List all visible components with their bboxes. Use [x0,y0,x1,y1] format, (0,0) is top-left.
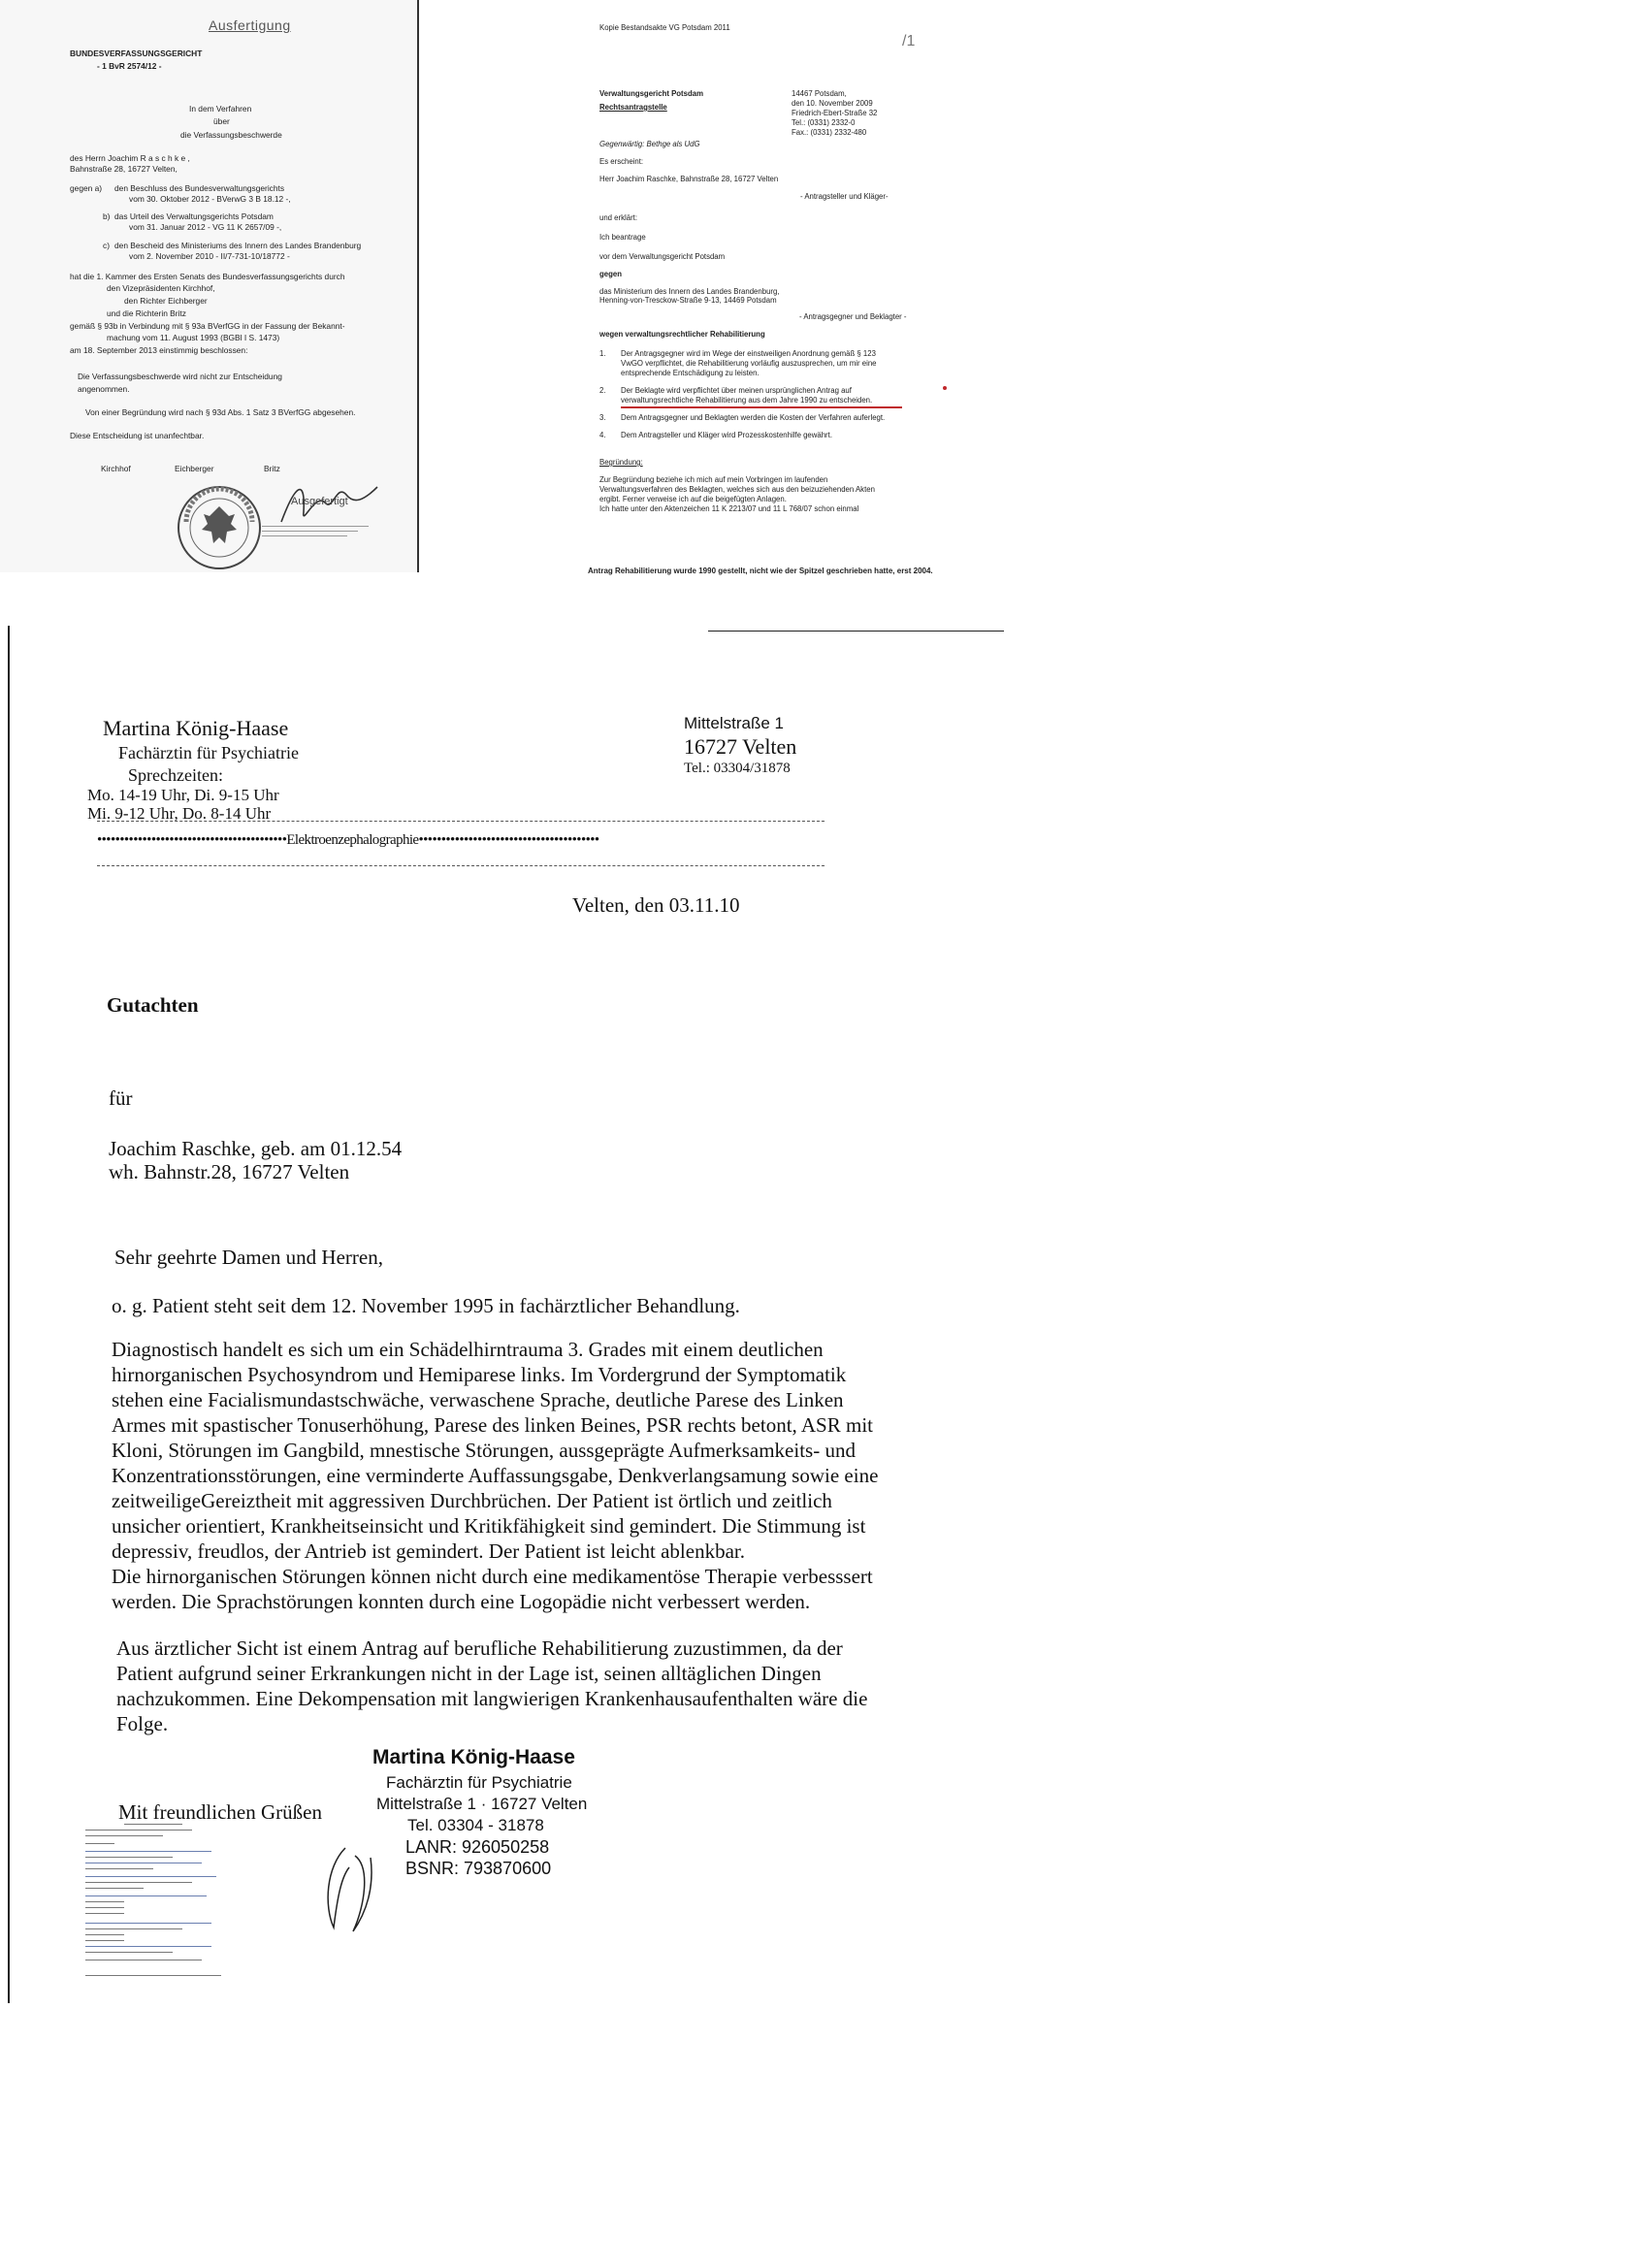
letter-title: Gutachten [107,993,199,1017]
stamp-phone: Tel. 03304 - 31878 [407,1816,544,1834]
appears-line: Es erscheint: [599,157,644,166]
p2-line: Armes mit spastischer Tonuserhöhung, Parese des linken Beines, PSR rechts betont, ASR mit [112,1413,873,1437]
patient-line: Joachim Raschke, geb. am 01.12.54 [109,1137,403,1160]
p4-line: Aus ärztlicher Sicht ist einem Antrag auf berufliche Rehabilitierung zuzustimmen, da der [116,1636,843,1660]
stamp-title: Fachärztin für Psychiatrie [386,1773,572,1792]
eeg-banner: ••••••••••••••••••••••••••••••••••••••••••Elektroenzephalographie•••••••••••••••••••••••••••••••••••••••• [97,832,599,848]
address-line: 14467 Potsdam, [792,89,847,98]
reason-line: Verwaltungsverfahren des Beklagten, welches sich aus den beizuziehenden Akten [599,485,875,494]
address-line: Friedrich-Ebert-Straße 32 [792,109,878,117]
applicant-role: - Antragsteller und Kläger- [800,192,889,201]
respondent-line: Henning-von-Tresckow-Straße 9-13, 14469 Potsdam [599,296,777,305]
sender-phone: Tel.: 03304/31878 [684,761,791,776]
court-decision-scan [0,0,419,572]
against-line: das Urteil des Verwaltungsgerichts Potsdam [114,211,274,221]
banner-rule-bottom [97,865,824,866]
item-line: Der Beklagte wird verpflichtet über meinen ursprünglichen Antrag auf [621,386,852,395]
fuer-line: für [109,1086,133,1110]
hours-line: Mi. 9-12 Uhr, Do. 8-14 Uhr [87,804,272,823]
p2-line: Konzentrationsstörungen, eine verminderte Auffassungsgabe, Denkverlangsamung sowie eine [112,1464,879,1487]
court-section: Rechtsantragstelle [599,103,667,112]
chamber-line: hat die 1. Kammer des Ersten Senats des Bundesverfassungsgerichts durch [70,272,345,281]
paragraph-1: o. g. Patient steht seit dem 12. November 1995 in fachärztlicher Behandlung. [112,1294,740,1317]
stamp-lanr: LANR: 926050258 [405,1837,550,1857]
p2-line: zeitweiligeGereiztheit mit aggressiven Durchbrüchen. Der Patient ist örtlich und zeitlich [112,1489,832,1512]
judge-name: Eichberger [175,464,214,473]
p3-line: Die hirnorganischen Störungen können nicht durch eine medikamentöse Therapie verbesssert [112,1565,873,1588]
against-line: vom 30. Oktober 2012 - BVerwG 3 B 18.12 -, [129,194,291,204]
closing: Mit freundlichen Grüßen [118,1800,322,1824]
sender-street: Mittelstraße 1 [684,714,784,732]
item-line: Dem Antragsteller und Kläger wird Prozesskostenhilfe gewährt. [621,431,832,439]
reason-line: ergibt. Ferner verweise ich auf die beigefügten Anlagen. [599,495,787,503]
chamber-line: machung vom 11. August 1993 (BGBl I S. 1473) [107,333,280,342]
case-number: - 1 BvR 2574/12 - [97,61,162,71]
chamber-line: den Richter Eichberger [124,296,208,306]
against-label: b) [103,211,111,221]
sender-title: Fachärztin für Psychiatrie [118,743,299,762]
copy-header: Kopie Bestandsakte VG Potsdam 2011 [599,23,730,32]
reason-line: Ich hatte unter den Aktenzeichen 11 K 2213/07 und 11 L 768/07 schon einmal [599,504,859,513]
item-line: VwGO verpflichtet, die Rehabilitierung vorläufig auszusprechen, um mir eine [621,359,877,368]
federal-seal-icon [175,483,264,572]
judge-name: Kirchhof [101,464,131,473]
item-number: 3. [599,413,606,422]
stamp-name: Martina König-Haase [372,1746,575,1768]
red-underline [621,406,902,408]
before-line: vor dem Verwaltungsgericht Potsdam [599,252,726,261]
against-line: den Bescheid des Ministeriums des Innern des Landes Brandenburg [114,241,362,250]
against-line: vom 31. Januar 2012 - VG 11 K 2657/09 -, [129,222,282,232]
ruling-line: Die Verfassungsbeschwerde wird nicht zur Entscheidung [78,372,282,381]
item-line: entsprechende Entschädigung zu leisten. [621,369,760,377]
red-dot-mark [943,386,947,390]
sender-city: 16727 Velten [684,734,797,759]
respondent-role: - Antragsgegner und Beklagter - [799,312,907,321]
applicant-line: Herr Joachim Raschke, Bahnstraße 28, 16727 Velten [599,175,779,183]
sender-name: Martina König-Haase [103,716,289,740]
scan-top-line [708,631,1004,632]
declares-line: und erklärt: [599,213,638,222]
present-line: Gegenwärtig: Bethge als UdG [599,140,700,148]
party-line: des Herrn Joachim R a s c h k e , [70,153,190,163]
against-line: vom 2. November 2010 - II/7-731-10/18772 - [129,251,290,261]
against-line: den Beschluss des Bundesverwaltungsgerichts [114,183,285,193]
address-line: Fax.: (0331) 2332-480 [792,128,867,137]
embedded-document-thumbnail [85,1822,226,1996]
p2-line: depressiv, freudlos, der Antrieb ist gemindert. Der Patient ist leicht ablenkbar. [112,1539,745,1563]
footnote: Antrag Rehabilitierung wurde 1990 gestellt, nicht wie der Spitzel geschrieben hatte, erst 2004. [588,567,933,575]
item-line: verwaltungsrechtliche Rehabilitierung aus dem Jahre 1990 zu entscheiden. [621,396,873,405]
p2-line: stehen eine Facialismundastschwäche, verwaschene Sprache, deutliche Parese des Linken [112,1388,844,1411]
address-line: Tel.: (0331) 2332-0 [792,118,856,127]
p4-line: Patient aufgrund seiner Erkrankungen nicht in der Lage ist, seinen alltäglichen Dingen [116,1662,822,1685]
topic-line: wegen verwaltungsrechtlicher Rehabilitierung [599,330,765,339]
intro-line: In dem Verfahren [189,104,252,113]
court-name: BUNDESVERFASSUNGSGERICHT [70,49,203,58]
stamp-bsnr: BSNR: 793870600 [405,1859,552,1878]
intro-line: die Verfassungsbeschwerde [180,130,282,140]
gegen-line: gegen [599,270,622,278]
address-line: den 10. November 2009 [792,99,873,108]
request-line: Ich beantrage [599,233,646,242]
banner-rule-top [97,821,824,822]
page-mark: /1 [902,33,916,49]
p2-line: Diagnostisch handelt es sich um ein Schädelhirntrauma 3. Grades mit einem deutlichen [112,1338,824,1361]
against-label: gegen a) [70,183,103,193]
paragraph-4 [116,1636,922,1736]
p3-line: werden. Die Sprachstörungen konnten durch eine Logopädie nicht verbessert werden. [112,1590,811,1613]
seal-label: Ausgefertigt [291,496,348,507]
letter-date: Velten, den 03.11.10 [572,893,740,917]
final-line: Diese Entscheidung ist unanfechtbar. [70,431,205,440]
item-number: 1. [599,349,606,358]
signature-icon [316,1838,394,1935]
reason-line: Zur Begründung beziehe ich mich auf mein Vorbringen im laufenden [599,475,828,484]
chamber-line: am 18. September 2013 einstimmig beschlossen: [70,345,248,355]
ruling-line: angenommen. [78,384,130,394]
hours-label: Sprechzeiten: [128,765,223,785]
seal-fine-print [262,522,369,551]
p4-line: nachzukommen. Eine Dekompensation mit langwierigen Krankenhausaufenthalten wäre die [116,1687,868,1710]
stamp-address: Mittelstraße 1 · 16727 Velten [376,1795,588,1813]
item-number: 4. [599,431,606,439]
chamber-line: den Vizepräsidenten Kirchhof, [107,283,215,293]
against-label: c) [103,241,110,250]
item-line: Dem Antragsgegner und Beklagten werden die Kosten der Verfahren auferlegt. [621,413,886,422]
p2-line: unsicher orientiert, Krankheitseinsicht und Kritikfähigkeit sind gemindert. Die Stimmung ist [112,1514,866,1538]
paragraph-2 [112,1337,917,1564]
patient-line: wh. Bahnstr.28, 16727 Velten [109,1160,350,1183]
judge-name: Britz [264,464,280,473]
item-line: Der Antragsgegner wird im Wege der einstweiligen Anordnung gemäß § 123 [621,349,876,358]
reason-title: Begründung: [599,458,643,467]
reason-line: Von einer Begründung wird nach § 93d Abs. 1 Satz 3 BVerfGG abgesehen. [85,407,356,417]
respondent-line: das Ministerium des Innern des Landes Brandenburg, [599,287,780,296]
intro-line: über [213,116,230,126]
p4-line: Folge. [116,1712,169,1735]
hours-line: Mo. 14-19 Uhr, Di. 9-15 Uhr [87,786,279,804]
scan-edge-line [8,626,10,2003]
ausfertigung-stamp: Ausfertigung [209,17,291,33]
salutation: Sehr geehrte Damen und Herren, [114,1246,383,1269]
paragraph-3 [112,1564,917,1614]
chamber-line: und die Richterin Britz [107,308,186,318]
court-application-scan [582,0,951,582]
item-number: 2. [599,386,606,395]
p2-line: hirnorganischen Psychosyndrom und Hemiparese links. Im Vordergrund der Symptomatik [112,1363,847,1386]
p2-line: Kloni, Störungen im Gangbild, mnestische Störungen, aussgeprägte Aufmerksamkeits- und [112,1439,856,1462]
chamber-line: gemäß § 93b in Verbindung mit § 93a BVerfGG in der Fassung der Bekannt- [70,321,345,331]
court-name: Verwaltungsgericht Potsdam [599,89,704,98]
party-line: Bahnstraße 28, 16727 Velten, [70,164,178,174]
